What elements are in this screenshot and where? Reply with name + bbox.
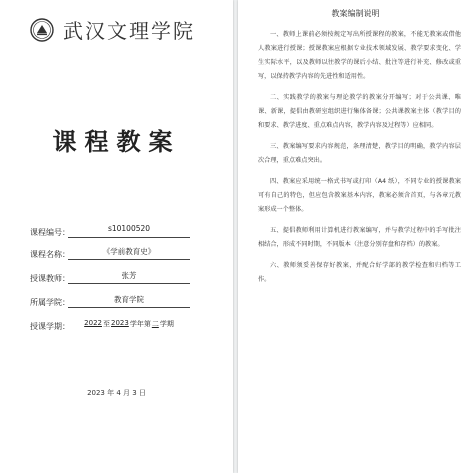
- instruction-paragraph: 二、实践教学的教案与理论教学的教案分开编写；对于公共课、唯课、新课，提倡由教研室组织进行集体备课；公共课教案主体（教学目的和要求、教学进度、重点难点内容，教学内容及过程等）应相同。: [258, 94, 461, 129]
- university-logo-icon: [30, 18, 54, 42]
- school-name: 武汉文理学院: [63, 19, 195, 43]
- header: [30, 15, 195, 44]
- field-label: 授课教师：: [30, 274, 70, 283]
- field-term: [30, 316, 190, 332]
- cover-page: [0, 0, 233, 473]
- instructions-title: 教案编制说明: [331, 9, 380, 18]
- term-value: [68, 319, 190, 332]
- instruction-paragraph: 六、教师须妥善保存好教案，并配合好学部的教学检查和归档等工作。: [258, 262, 461, 283]
- field-teacher: [30, 268, 190, 284]
- field-label: 课程编号：: [30, 228, 70, 237]
- term-year-start: 2022: [84, 319, 102, 327]
- instruction-paragraph: 四、教案应采用统一格式书写或打印（A4 纸），不同专业的授课教案可有自己的特色，但应包含教案基本内容，教案必须含首页，与各章元教案形成一个整体。: [258, 178, 461, 213]
- instruction-paragraph: 五、提倡教师利用计算机进行教案编写，并与教学过程中的手写批注相结合，形成不同时期，不同版本（注意分别存盘和存档）的教案。: [258, 227, 461, 248]
- document-date: 2023 年 4 月 3 日: [87, 389, 146, 397]
- field-value: 张芳: [68, 270, 190, 284]
- term-year-end: 2023: [111, 319, 129, 327]
- course-plan-title: 课程教案: [52, 127, 181, 156]
- term-year-suffix: 学年第: [129, 320, 151, 328]
- field-label: 授课学期：: [30, 322, 70, 331]
- term-to: 至: [103, 320, 110, 328]
- term-suffix: 学期: [159, 320, 174, 328]
- field-value: s10100520: [68, 224, 190, 238]
- instruction-paragraph: 一、教师上课前必须按规定写出所授课程的教案，不能无教案或借他人教案进行授课；授课教案应根据专业技术领域发展、教学要求变化、学生实际水平，以及教师以往教学的课后小结、批注等进行补充、修改或重写，以保持教学内容的先进性和适用性。: [258, 31, 461, 80]
- field-value: 教育学院: [68, 294, 190, 308]
- instructions-body: [258, 28, 461, 294]
- instructions-page: [238, 0, 473, 473]
- field-value: 《学前教育史》: [68, 246, 190, 260]
- instruction-paragraph: 三、教案编写要求内容规范，条理清楚，教学目的明确，教学内容层次合理，重点难点突出。: [258, 143, 461, 164]
- field-course-name: [30, 244, 190, 260]
- field-label: 课程名称：: [30, 250, 70, 259]
- field-course-code: [30, 222, 190, 238]
- term-semester: 二: [151, 320, 159, 328]
- field-college: [30, 292, 190, 308]
- field-label: 所属学院：: [30, 298, 70, 307]
